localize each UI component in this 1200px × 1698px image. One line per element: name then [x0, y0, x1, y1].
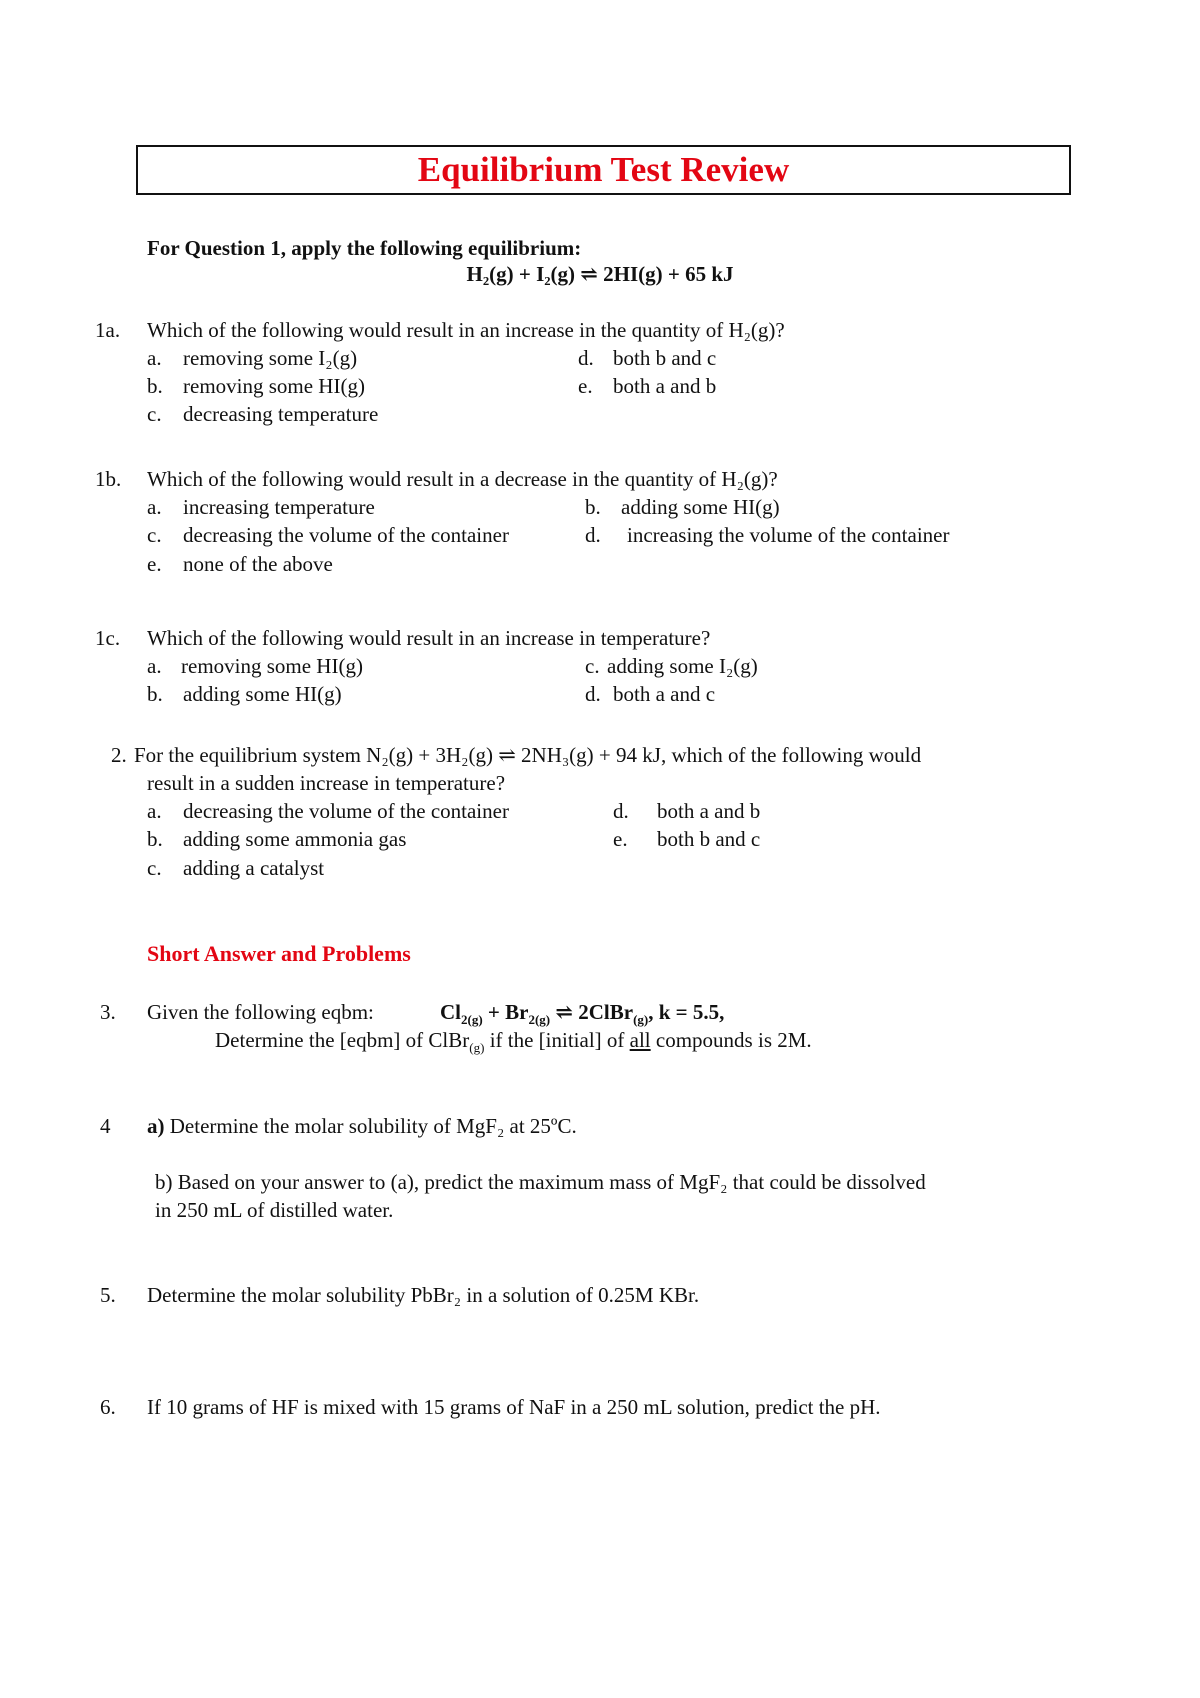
q1b-option-d-letter: d. — [585, 523, 601, 547]
q4-b-line2: in 250 mL of distilled water. — [155, 1198, 394, 1222]
q1b-option-b: adding some HI(g) — [621, 495, 780, 519]
q1c-option-d: both a and c — [613, 682, 716, 706]
q2-option-c: adding a catalyst — [183, 856, 325, 880]
q3-eq-arrow: ⇌ 2ClBr — [550, 1000, 634, 1024]
q2-option-e-letter: e. — [613, 827, 628, 851]
q4-part-a — [147, 1114, 577, 1139]
q4-a-label: a) — [147, 1114, 165, 1138]
q2-stem-line1: For the equilibrium system N₂(g) + 3H₂(g) ⇌ 2NH₃(g) + 94 kJ, which of the following would — [134, 743, 922, 767]
q6-text: If 10 grams of HF is mixed with 15 grams of NaF in a 250 mL solution, predict the pH. — [147, 1395, 881, 1419]
q3-eq-cl-sub: 2(g) — [461, 1012, 483, 1028]
q4-a-text: Determine the molar solubility of MgF₂ at 25ºC. — [164, 1114, 577, 1138]
section-heading: Short Answer and Problems — [147, 941, 411, 966]
q1b-option-a: increasing temperature — [183, 495, 375, 519]
q1c-option-d-letter: d. — [585, 682, 601, 706]
q3-eq-plus: + Br — [482, 1000, 529, 1024]
q3-eq-cl: Cl — [440, 1000, 461, 1024]
q1b-option-a-letter: a. — [147, 495, 162, 519]
q1a-option-b-letter: b. — [147, 374, 163, 398]
intro-equation: H₂(g) + I₂(g) ⇌ 2HI(g) + 65 kJ — [466, 262, 734, 286]
q1c-option-a: removing some HI(g) — [181, 654, 363, 678]
q1b-number: 1b. — [95, 467, 122, 491]
q1b-option-e: none of the above — [183, 552, 333, 576]
page-title: Equilibrium Test Review — [417, 150, 790, 189]
q2-option-a-letter: a. — [147, 799, 162, 823]
q5-number: 5. — [100, 1283, 116, 1307]
title-box — [136, 145, 1071, 195]
q3-given: Given the following eqbm: — [147, 1000, 374, 1024]
q4-number: 4 — [100, 1114, 111, 1138]
q1b-option-c: decreasing the volume of the container — [183, 523, 509, 547]
q2-option-d: both a and b — [657, 799, 761, 823]
q1b-option-b-letter: b. — [585, 495, 601, 519]
q3-line2-a: Determine the [eqbm] of ClBr — [215, 1028, 470, 1052]
q1a-option-b: removing some HI(g) — [183, 374, 365, 398]
q5-text: Determine the molar solubility PbBr₂ in a solution of 0.25M KBr. — [147, 1283, 700, 1307]
q1b-option-e-letter: e. — [147, 552, 162, 576]
q3-eq-br-sub: 2(g) — [528, 1012, 551, 1028]
q3-number: 3. — [100, 1000, 116, 1024]
q2-option-c-letter: c. — [147, 856, 162, 880]
q3-eq-clbr-sub: (g) — [633, 1012, 649, 1028]
q1a-option-d-letter: d. — [578, 346, 594, 370]
q3-equation — [440, 1000, 724, 1028]
q3-line2-all: all — [629, 1028, 651, 1052]
q6-number: 6. — [100, 1395, 116, 1419]
q1a-option-a-letter: a. — [147, 346, 162, 370]
q1a-option-e-letter: e. — [578, 374, 593, 398]
q1a-option-c-letter: c. — [147, 402, 162, 426]
q3-line2-sub: (g) — [469, 1040, 485, 1056]
q1c-option-c: adding some I₂(g) — [607, 654, 758, 678]
q1a-stem: Which of the following would result in an increase in the quantity of H₂(g)? — [147, 318, 785, 342]
q4-b-line1: b) Based on your answer to (a), predict the maximum mass of MgF₂ that could be dissolved — [155, 1170, 926, 1194]
q1c-option-a-letter: a. — [147, 654, 162, 678]
q1a-option-d: both b and c — [613, 346, 717, 370]
q1a-option-a: removing some I₂(g) — [183, 346, 358, 370]
q2-option-d-letter: d. — [613, 799, 629, 823]
q2-option-b-letter: b. — [147, 827, 163, 851]
q1c-option-b: adding some HI(g) — [183, 682, 342, 706]
q2-number: 2. — [111, 743, 127, 767]
q3-line2-b: if the [initial] of — [484, 1028, 630, 1052]
q1b-option-d: increasing the volume of the container — [627, 523, 950, 547]
q1a-option-c: decreasing temperature — [183, 402, 379, 426]
q1c-option-b-letter: b. — [147, 682, 163, 706]
q2-option-e: both b and c — [657, 827, 761, 851]
q1b-option-c-letter: c. — [147, 523, 162, 547]
q1a-number: 1a. — [95, 318, 121, 342]
q1c-number: 1c. — [95, 626, 121, 650]
q1a-option-e: both a and b — [613, 374, 717, 398]
q1c-option-c-letter: c. — [585, 654, 600, 678]
intro-heading: For Question 1, apply the following equilibrium: — [147, 236, 582, 260]
q3-line2-c: compounds is 2M. — [650, 1028, 812, 1052]
q2-option-b: adding some ammonia gas — [183, 827, 407, 851]
q2-stem-line2: result in a sudden increase in temperature? — [147, 771, 506, 795]
q3-line2 — [215, 1028, 812, 1056]
q2-option-a: decreasing the volume of the container — [183, 799, 509, 823]
q1b-stem: Which of the following would result in a decrease in the quantity of H₂(g)? — [147, 467, 778, 491]
q3-eq-k: , k = 5.5, — [648, 1000, 725, 1024]
q1c-stem: Which of the following would result in an increase in temperature? — [147, 626, 711, 650]
